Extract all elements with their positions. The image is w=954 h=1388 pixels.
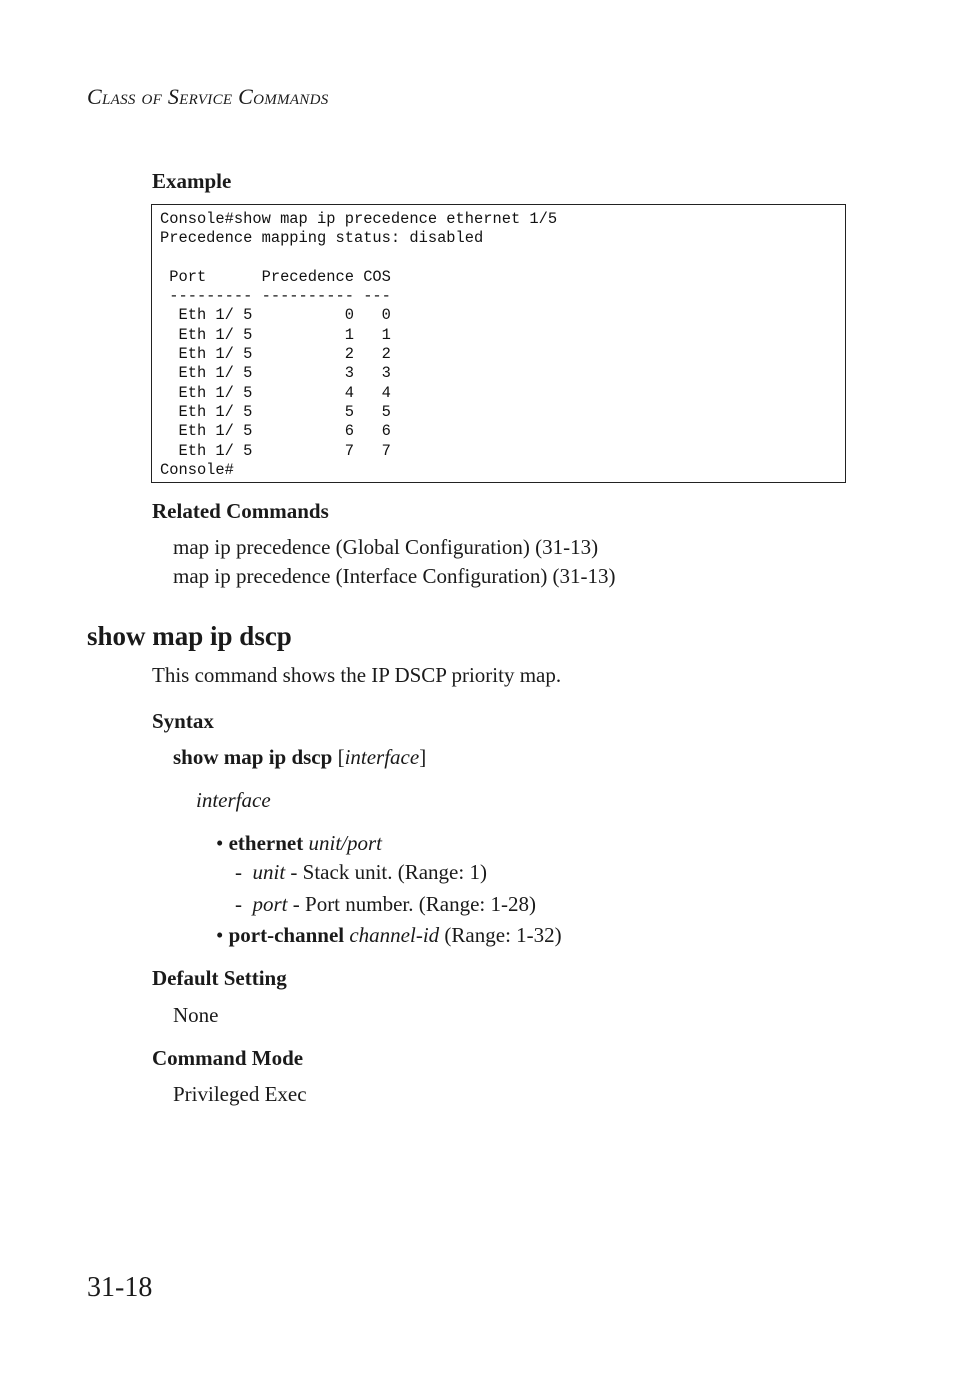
param-label: interface [196, 788, 271, 812]
port-channel-args: channel-id [349, 923, 440, 947]
dash: - [235, 860, 242, 884]
syntax-line [173, 745, 426, 770]
port-channel-keyword: port-channel [228, 923, 345, 947]
example-heading: Example [152, 169, 232, 193]
code-line: --------- ---------- --- [160, 287, 391, 306]
code-line: Eth 1/ 5 0 0 [160, 306, 391, 325]
default-setting-value: None [173, 1003, 219, 1027]
example-code [160, 210, 557, 480]
port-desc: - Port number. (Range: 1-28) [287, 892, 536, 916]
example-code-box [151, 204, 846, 483]
running-head: Class of Service Commands [87, 84, 329, 109]
syntax-bracket-open: [ [332, 745, 345, 769]
code-line: Eth 1/ 5 1 1 [160, 325, 391, 344]
code-line: Eth 1/ 5 2 2 [160, 345, 391, 364]
code-line: Console#show map ip precedence ethernet 1/5 [160, 210, 558, 228]
command-mode-heading: Command Mode [152, 1046, 304, 1070]
default-setting-heading: Default Setting [152, 966, 287, 990]
unit-desc: - Stack unit. (Range: 1) [285, 860, 487, 884]
unit-name: unit [252, 860, 286, 884]
related-command-link[interactable]: map ip precedence (Interface Configuration) (31-13) [173, 564, 616, 588]
code-line: Eth 1/ 5 6 6 [160, 422, 391, 441]
code-line: Eth 1/ 5 5 5 [160, 402, 391, 421]
syntax-heading: Syntax [152, 709, 214, 733]
ethernet-args: unit/port [308, 831, 383, 855]
syntax-bracket-close: ] [419, 745, 427, 769]
code-line: Eth 1/ 5 4 4 [160, 383, 391, 402]
port-name: port [252, 892, 288, 916]
unit-option [235, 860, 487, 885]
syntax-param: interface [344, 745, 420, 769]
port-option [235, 892, 536, 917]
code-line: Port Precedence COS [160, 267, 391, 286]
port-channel-option [216, 923, 562, 948]
ethernet-keyword: ethernet [228, 831, 304, 855]
related-commands-heading: Related Commands [152, 499, 329, 523]
dash: - [235, 892, 242, 916]
section-description: This command shows the IP DSCP priority map. [152, 663, 562, 687]
syntax-command: show map ip dscp [173, 745, 333, 769]
code-line: Console# [160, 460, 234, 479]
port-channel-range: (Range: 1-32) [439, 923, 562, 947]
page-number: 31-18 [87, 1272, 153, 1303]
section-title: show map ip dscp [87, 621, 292, 651]
related-command-link[interactable]: map ip precedence (Global Configuration) (31-13) [173, 535, 599, 559]
code-line: Precedence mapping status: disabled [160, 229, 484, 248]
command-mode-value: Privileged Exec [173, 1082, 307, 1106]
code-line: Eth 1/ 5 3 3 [160, 364, 391, 383]
bullet: • [216, 923, 224, 947]
bullet: • [216, 831, 224, 855]
ethernet-option [216, 831, 382, 856]
code-line: Eth 1/ 5 7 7 [160, 441, 391, 460]
